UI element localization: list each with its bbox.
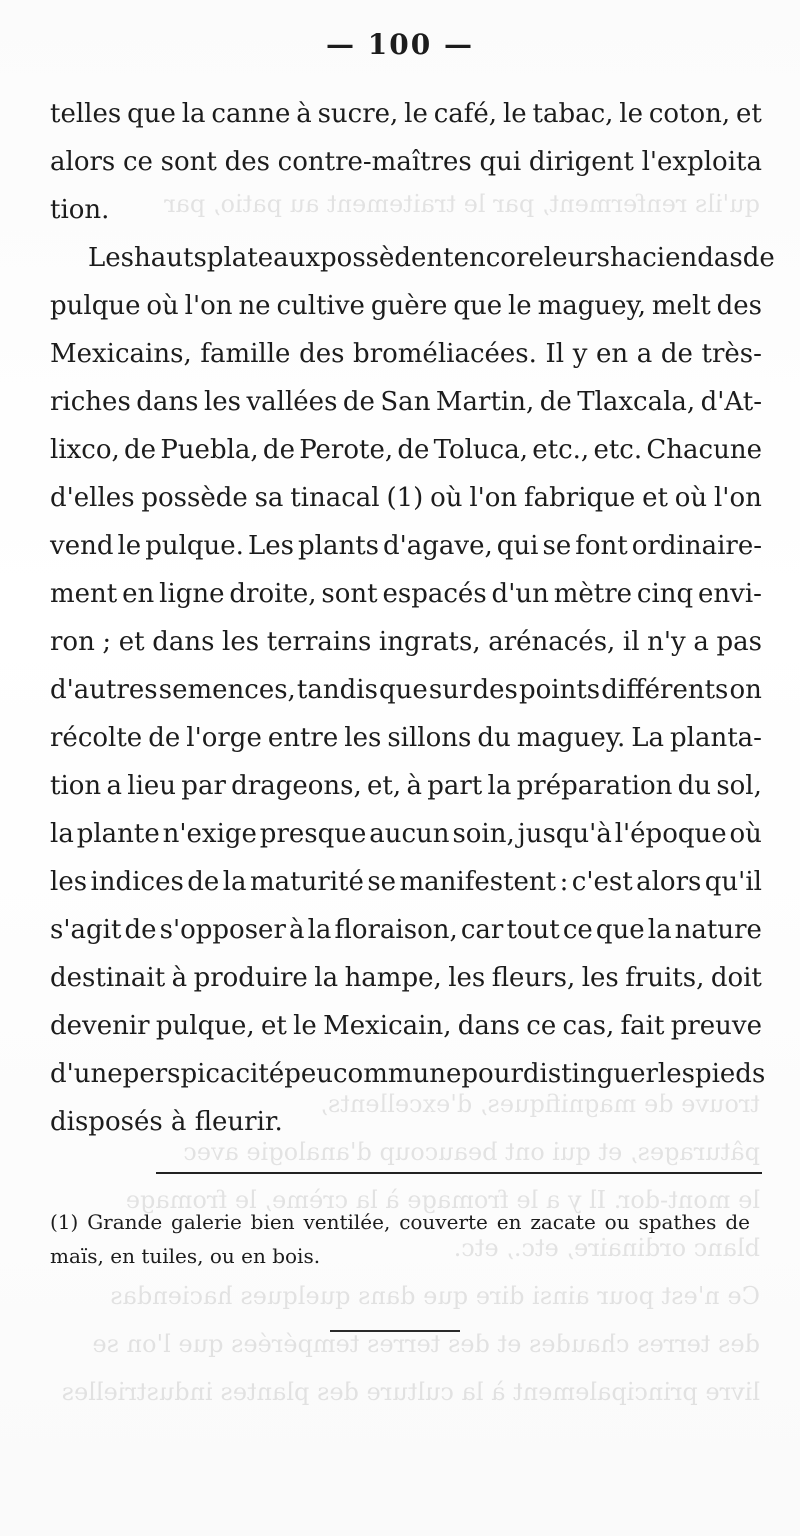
word: sur (428, 675, 472, 705)
word: encore (453, 243, 544, 273)
word: fait (620, 1011, 665, 1041)
word: où (146, 291, 179, 321)
word: qui (479, 147, 522, 177)
word: possède (141, 483, 248, 513)
word: la (222, 867, 247, 897)
word: on (729, 675, 762, 705)
word: se (542, 531, 572, 561)
word: telles (50, 99, 122, 129)
word: en (596, 339, 629, 369)
word: de (660, 339, 693, 369)
text-line (50, 282, 762, 330)
word: destinait (50, 963, 166, 993)
text-line (50, 330, 762, 378)
word: sol, (716, 771, 762, 801)
word: tinacal (290, 483, 380, 513)
word: il (622, 627, 640, 657)
word: l'exploita (641, 147, 762, 177)
word: pieds (694, 1059, 766, 1089)
word: que (379, 675, 428, 705)
word: fruits, (625, 963, 705, 993)
word: nature (674, 915, 762, 945)
word: de (187, 867, 220, 897)
word: des (472, 675, 518, 705)
text-line (50, 474, 762, 522)
word: terrains (266, 627, 372, 657)
word: pas (716, 627, 762, 657)
word: pulque. (145, 531, 244, 561)
text-line (50, 138, 762, 186)
body-paragraphs (50, 90, 775, 1146)
word: à (296, 99, 312, 129)
word: car (460, 915, 504, 945)
word: l'orge (186, 723, 262, 753)
word: planta- (670, 723, 762, 753)
word: alors (636, 867, 702, 897)
word: ne (238, 291, 271, 321)
word: Puebla, (160, 435, 259, 465)
word: le (117, 531, 142, 561)
word: tabac, (532, 99, 614, 129)
word: alors (50, 147, 116, 177)
end-rule (330, 1330, 460, 1332)
word: que (453, 291, 503, 321)
word: fabrique (524, 483, 636, 513)
word: sont (321, 579, 378, 609)
text-line (50, 378, 762, 426)
word: du (477, 723, 511, 753)
word: ordinaire- (631, 531, 762, 561)
word: melt (651, 291, 711, 321)
word: cultive (276, 291, 365, 321)
word: etc. (593, 435, 643, 465)
word: mètre (553, 579, 633, 609)
word: plateaux (206, 243, 321, 273)
word: Chacune (646, 435, 762, 465)
word: pulque (50, 291, 141, 321)
word: des (224, 147, 270, 177)
word: Grande (87, 1210, 163, 1234)
word: maturité (249, 867, 364, 897)
word: les (448, 963, 486, 993)
word: Les (88, 243, 134, 273)
word: Il (545, 339, 565, 369)
word: que (127, 99, 176, 129)
word: haciendas (610, 243, 743, 273)
word: de (262, 435, 295, 465)
word: dans (152, 627, 215, 657)
word: dans (136, 387, 199, 417)
word: couverte (399, 1210, 488, 1234)
text-line (50, 906, 762, 954)
word: très- (701, 339, 762, 369)
word: commune (333, 1059, 462, 1089)
word: sillons (387, 723, 472, 753)
text-line (50, 666, 762, 714)
text-line (50, 570, 762, 618)
word: coton, (648, 99, 731, 129)
word: le (619, 99, 643, 129)
word: ce (562, 915, 593, 945)
word: La (631, 723, 665, 753)
word: la (314, 963, 339, 993)
word: leurs (543, 243, 610, 273)
word: vallées (246, 387, 338, 417)
word: arénacés, (488, 627, 616, 657)
word: tion (50, 771, 102, 801)
word: la (50, 819, 74, 849)
word: devenir (50, 1011, 150, 1041)
word: bien (250, 1210, 295, 1234)
word: à (406, 771, 422, 801)
word: semences, (158, 675, 296, 705)
word: l'on (184, 291, 233, 321)
word: espacés (382, 579, 487, 609)
word: drageons, (231, 771, 362, 801)
word: famille (200, 339, 291, 369)
text-line (50, 858, 762, 906)
word: San (380, 387, 431, 417)
word: ce (122, 147, 153, 177)
word: et (260, 1011, 287, 1041)
word: produire (193, 963, 308, 993)
word: s'opposer (159, 915, 286, 945)
word: Tlaxcala, (577, 387, 696, 417)
word: dans (457, 1011, 520, 1041)
word: zacate (530, 1210, 596, 1234)
word: de (124, 915, 157, 945)
word: presque (259, 819, 367, 849)
word: pulque, (155, 1011, 255, 1041)
word: ou (604, 1210, 630, 1234)
word: a (693, 627, 709, 657)
bleed-through-text: qu'ils renferment, par le traitement au patio, par (164, 190, 760, 218)
word: ment (50, 579, 118, 609)
text-line (50, 1002, 762, 1050)
word: la (307, 915, 332, 945)
word: lixco, (50, 435, 120, 465)
word: : (559, 867, 569, 897)
word: l'époque (614, 819, 727, 849)
word: en (122, 579, 155, 609)
word: café, (433, 99, 498, 129)
word: où (674, 483, 708, 513)
word: la (487, 771, 512, 801)
word: guère (370, 291, 448, 321)
word: (1) (386, 483, 424, 513)
word: part (427, 771, 483, 801)
word: sa (254, 483, 284, 513)
page-number: — 100 — (326, 28, 474, 61)
word: ron (50, 627, 95, 657)
word: les (50, 867, 88, 897)
word: fleurs, (491, 963, 576, 993)
word: d'agave, (383, 531, 493, 561)
word: Mexicains, (50, 339, 192, 369)
word: maguey. (516, 723, 626, 753)
text-line: disposés à fleurir. (50, 1107, 283, 1137)
word: plante (76, 819, 160, 849)
word: de (148, 723, 181, 753)
word: que (595, 915, 645, 945)
word: c'est (571, 867, 633, 897)
word: ventilée, (303, 1210, 391, 1234)
word: Mexicain, (323, 1011, 452, 1041)
word: où (729, 819, 762, 849)
word: floraison, (334, 915, 458, 945)
word: Martin, (435, 387, 535, 417)
footnote-separator (156, 1172, 762, 1174)
word: droite, (229, 579, 317, 609)
word: n'y (647, 627, 686, 657)
footnote-line (50, 1205, 750, 1239)
word: à (288, 915, 305, 945)
word: jusqu'à (517, 819, 612, 849)
word: de (397, 435, 430, 465)
word: riches (50, 387, 131, 417)
word: sucre, (317, 99, 399, 129)
word: Les (247, 531, 294, 561)
word: le (293, 1011, 317, 1041)
word: et (736, 99, 762, 129)
word: a (106, 771, 122, 801)
word: les (344, 723, 382, 753)
word: broméliacées. (353, 339, 537, 369)
word: galerie (171, 1210, 242, 1234)
word: indices (90, 867, 184, 897)
text-line (50, 618, 762, 666)
word: d'une (50, 1059, 123, 1089)
word: ingrats, (378, 627, 481, 657)
word: récolte (50, 723, 143, 753)
word: possèdent (320, 243, 454, 273)
word: maguey, (537, 291, 647, 321)
word: cinq (636, 579, 694, 609)
word: ; (102, 627, 112, 657)
word: a (636, 339, 653, 369)
word: n'exige (162, 819, 257, 849)
word: pour (461, 1059, 523, 1089)
word: se (367, 867, 397, 897)
word: points (518, 675, 601, 705)
word: d'elles (50, 483, 135, 513)
word: soin, (452, 819, 515, 849)
word: où (430, 483, 463, 513)
text-line (50, 714, 762, 762)
word: le (507, 291, 532, 321)
word: de (124, 435, 157, 465)
word: l'on (713, 483, 762, 513)
word: et (118, 627, 145, 657)
word: la (647, 915, 672, 945)
word: ligne (159, 579, 225, 609)
text-line (50, 234, 775, 282)
word: qu'il (704, 867, 762, 897)
text-line: tion. (50, 195, 110, 225)
word: le (404, 99, 428, 129)
word: différents (601, 675, 729, 705)
word: préparation (516, 771, 673, 801)
word: distinguer (522, 1059, 658, 1089)
word: aucun (369, 819, 450, 849)
word: (1) (50, 1210, 79, 1234)
word: tandis (296, 675, 378, 705)
footnote-line: maïs, en tuiles, ou en bois. (50, 1244, 321, 1268)
word: doit (710, 963, 762, 993)
word: ce (526, 1011, 557, 1041)
word: de (725, 1210, 750, 1234)
word: d'At- (700, 387, 762, 417)
word: s'agit (50, 915, 122, 945)
word: des (299, 339, 345, 369)
text-line (50, 762, 762, 810)
footnote (50, 1205, 750, 1273)
word: l'on (469, 483, 518, 513)
text-line (50, 954, 762, 1002)
word: preuve (670, 1011, 762, 1041)
text-line (50, 426, 762, 474)
word: à (171, 963, 188, 993)
word: vend (50, 531, 114, 561)
word: hauts (134, 243, 207, 273)
word: cas, (562, 1011, 615, 1041)
word: par (181, 771, 226, 801)
word: le (502, 99, 527, 129)
word: de (342, 387, 375, 417)
word: en (496, 1210, 522, 1234)
word: sont (160, 147, 217, 177)
word: tout (506, 915, 560, 945)
word: envi- (698, 579, 762, 609)
word: Toluca, (433, 435, 529, 465)
word: y (572, 339, 588, 369)
word: lieu (127, 771, 177, 801)
word: les (581, 963, 619, 993)
text-line (50, 810, 762, 858)
word: manifestent (399, 867, 557, 897)
word: la (181, 99, 206, 129)
word: et, (367, 771, 402, 801)
word: contre-maîtres (277, 147, 472, 177)
word: entre (267, 723, 339, 753)
word: hampe, (344, 963, 442, 993)
word: plants (297, 531, 379, 561)
word: et (642, 483, 668, 513)
word: perspicacité (122, 1059, 285, 1089)
text-line (50, 1050, 766, 1098)
bleed-through-text-lower: trouve de magnifiques, d'excellents, pâturages, et qui ont beaucoup d'analogie avec le mont-dor. Il y a le fromage à la crème, le fromage blanc ordinaire, etc., etc. Ce n'est pour ainsi dire que dans quelques haciendas des terres chaudes et des terres tempérées que l'on se livre principalement à la culture des plantes industrielles (61, 1090, 760, 1406)
text-line (50, 522, 762, 570)
word: Perote, (299, 435, 394, 465)
word: d'un (491, 579, 549, 609)
word: peu (284, 1059, 333, 1089)
word: de (742, 243, 775, 273)
text-line (50, 90, 762, 138)
word: du (677, 771, 712, 801)
word: d'autres (50, 675, 158, 705)
word: les (657, 1059, 695, 1089)
word: des (716, 291, 762, 321)
word: canne (211, 99, 291, 129)
word: etc., (532, 435, 590, 465)
word: spathes (638, 1210, 717, 1234)
word: font (575, 531, 628, 561)
word: les (222, 627, 260, 657)
word: de (539, 387, 572, 417)
word: dirigent (528, 147, 634, 177)
word: qui (496, 531, 539, 561)
word: les (203, 387, 241, 417)
